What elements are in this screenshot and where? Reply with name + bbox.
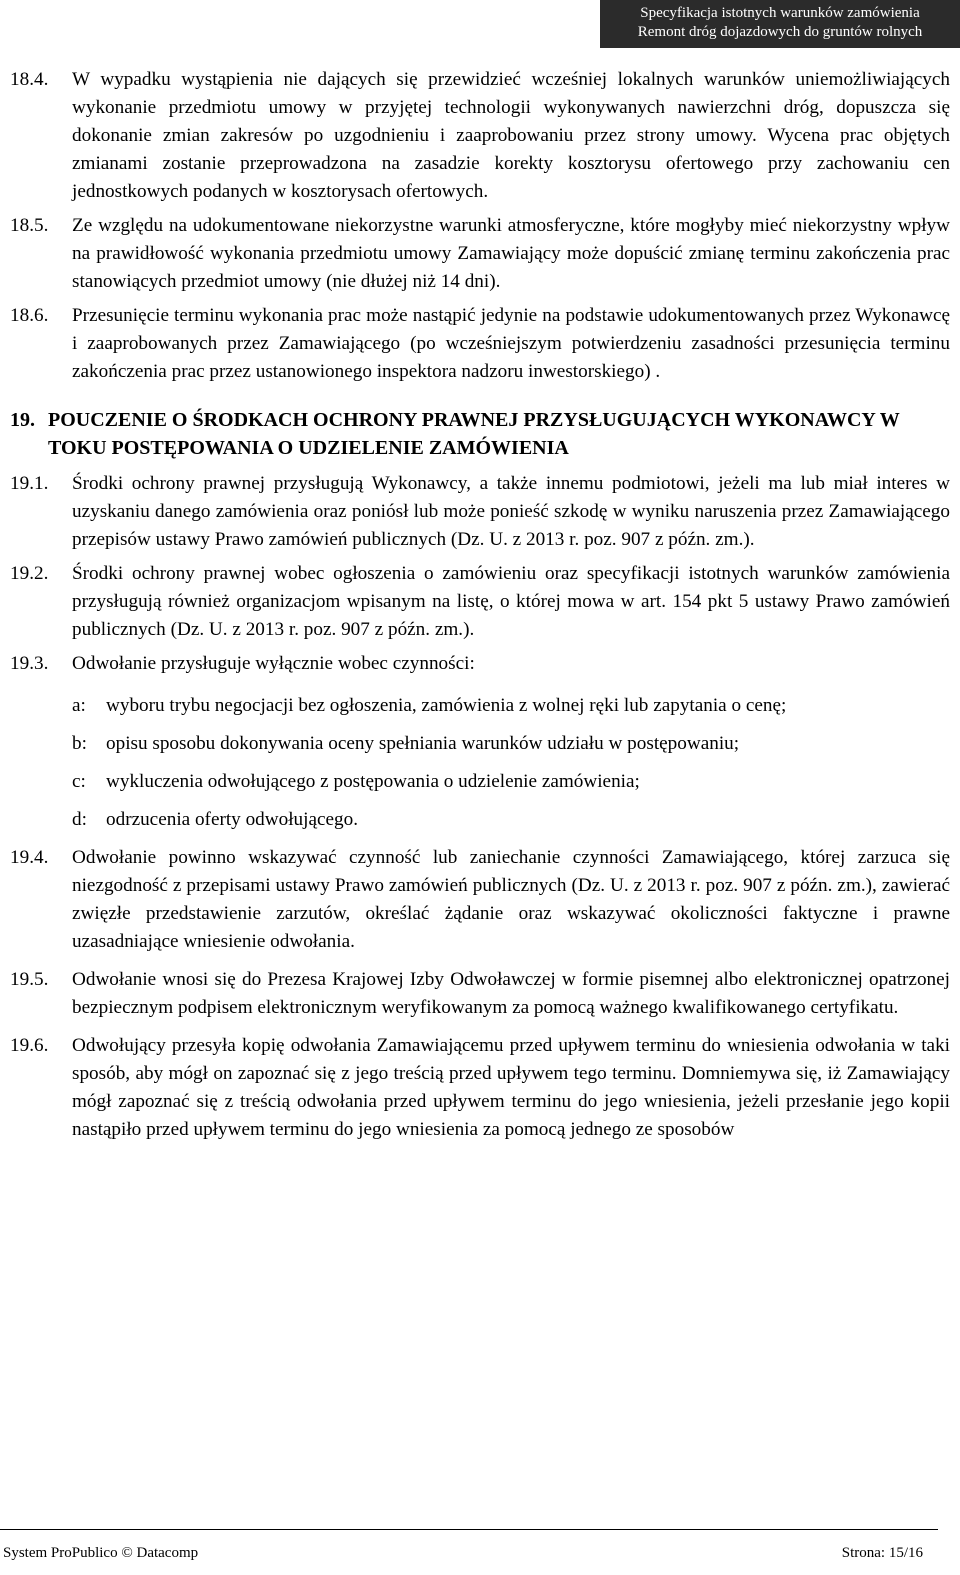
header-line-1: Specyfikacja istotnych warunków zamówienia bbox=[640, 5, 920, 21]
paragraph-text: Odwołujący przesyła kopię odwołania Zamawiającemu przed upływem terminu do wniesienia odwołania w taki sposób, aby mógł on zapoznać się z jego treścią przed upływem tego terminu. Domniemywa się, iż Zamawiający mógł zapoznać się z treścią odwołania przed upływem terminu do jego wniesienia, jeżeli przesłanie jego kopii nastąpiło przed upływem terminu do jego wniesienia za pomocą jednego ze sposobów bbox=[72, 1035, 950, 1140]
list-item-text: odrzucenia oferty odwołującego. bbox=[106, 809, 358, 830]
paragraph-number: 18.4. bbox=[10, 69, 49, 90]
list-item-letter: b: bbox=[72, 733, 87, 754]
list-item-a bbox=[72, 692, 950, 720]
list-item-b bbox=[72, 730, 950, 758]
list-item-letter: a: bbox=[72, 695, 86, 716]
paragraph-18-4 bbox=[10, 66, 950, 206]
header-line-2: Remont dróg dojazdowych do gruntów rolnych bbox=[637, 24, 923, 40]
paragraph-number: 19.6. bbox=[10, 1035, 49, 1056]
paragraph-number: 19.2. bbox=[10, 563, 49, 584]
section-title: POUCZENIE O ŚRODKACH OCHRONY PRAWNEJ PRZYSŁUGUJĄCYCH WYKONAWCY W TOKU POSTĘPOWANIA O UDZIELENIE ZAMÓWIENIA bbox=[48, 409, 900, 459]
document-footer bbox=[3, 1545, 923, 1562]
paragraph-text: Odwołanie przysługuje wyłącznie wobec czynności: bbox=[72, 653, 475, 674]
section-19-heading bbox=[10, 406, 950, 462]
paragraph-number: 18.6. bbox=[10, 305, 49, 326]
paragraph-text: W wypadku wystąpienia nie dających się przewidzieć wcześniej lokalnych warunków uniemożliwiających wykonanie przedmiotu umowy w przyjętej technologii wykonywanych nawierzchni dróg, dopuszcza się dokonanie zmian zakresów po uzgodnieniu i zaaprobowaniu przez strony umowy. Wycena prac objętych zmianami zostanie przeprowadzona na zasadzie korekty kosztorysu ofertowego przy zachowaniu cen jednostkowych podanych w kosztorysach ofertowych. bbox=[72, 69, 950, 202]
list-item-text: opisu sposobu dokonywania oceny spełniania warunków udziału w postępowaniu; bbox=[106, 733, 740, 754]
paragraph-19-4 bbox=[10, 844, 950, 956]
list-item-c bbox=[72, 768, 950, 796]
list-item-text: wyboru trybu negocjacji bez ogłoszenia, zamówienia z wolnej ręki lub zapytania o cenę; bbox=[106, 695, 787, 716]
paragraph-text: Środki ochrony prawnej przysługują Wykonawcy, a także innemu podmiotowi, jeżeli ma lub miał interes w uzyskaniu danego zamówienia oraz poniósł lub może ponieść szkodę w wyniku naruszenia przez Zamawiającego przepisów ustawy Prawo zamówień publicznych (Dz. U. z 2013 r. poz. 907 z późn. zm.). bbox=[72, 473, 950, 550]
list-item-letter: d: bbox=[72, 809, 87, 830]
section-number: 19. bbox=[10, 409, 35, 431]
paragraph-number: 19.5. bbox=[10, 969, 49, 990]
list-item-d bbox=[72, 806, 950, 834]
paragraph-text: Ze względu na udokumentowane niekorzystne warunki atmosferyczne, które mogłyby mieć niekorzystny wpływ na prawidłowość wykonania przedmiotu umowy Zamawiający może dopuścić zmianę terminu zakończenia prac stanowiących przedmiot umowy (nie dłużej niż 14 dni). bbox=[72, 215, 950, 292]
paragraph-text: Przesunięcie terminu wykonania prac może nastąpić jedynie na podstawie udokumentowanych przez Wykonawcę i zaaprobowanych przez Zamawiającego (po wcześniejszym potwierdzeniu zasadności przesunięcia terminu zakończenia prac przez ustanowionego inspektora nadzoru inwestorskiego) . bbox=[72, 305, 950, 382]
document-header bbox=[600, 0, 960, 48]
paragraph-text: Odwołanie powinno wskazywać czynność lub zaniechanie czynności Zamawiającego, której zarzuca się niezgodność z przepisami ustawy Prawo zamówień publicznych (Dz. U. z 2013 r. poz. 907 z późn. zm.), zawierać zwięzłe przedstawienie zarzutów, określać żądanie oraz wskazywać okoliczności faktyczne i prawne uzasadniające wniesienie odwołania. bbox=[72, 847, 950, 952]
footer-system-name: System ProPublico © Datacomp bbox=[3, 1545, 199, 1561]
paragraph-text: Odwołanie wnosi się do Prezesa Krajowej Izby Odwoławczej w formie pisemnej albo elektronicznej opatrzonej bezpiecznym podpisem elektronicznym weryfikowanym za pomocą ważnego kwalifikowanego certyfikatu. bbox=[72, 969, 950, 1018]
paragraph-19-3 bbox=[10, 650, 950, 678]
paragraph-19-2 bbox=[10, 560, 950, 644]
paragraph-number: 19.1. bbox=[10, 473, 49, 494]
paragraph-text: Środki ochrony prawnej wobec ogłoszenia o zamówieniu oraz specyfikacji istotnych warunków zamówienia przysługują również organizacjom wpisanym na listę, o której mowa w art. 154 pkt 5 ustawy Prawo zamówień publicznych (Dz. U. z 2013 r. poz. 907 z późn. zm.). bbox=[72, 563, 950, 640]
paragraph-19-6 bbox=[10, 1032, 950, 1144]
footer-page-number: Strona: 15/16 bbox=[841, 1545, 923, 1561]
list-item-text: wykluczenia odwołującego z postępowania o udzielenie zamówienia; bbox=[106, 771, 640, 792]
paragraph-19-5 bbox=[10, 966, 950, 1022]
paragraph-18-5 bbox=[10, 212, 950, 296]
list-item-letter: c: bbox=[72, 771, 86, 792]
paragraph-number: 18.5. bbox=[10, 215, 49, 236]
paragraph-18-6 bbox=[10, 302, 950, 386]
footer-divider bbox=[0, 1529, 938, 1530]
paragraph-number: 19.3. bbox=[10, 653, 49, 674]
document-body bbox=[10, 66, 950, 1150]
paragraph-19-1 bbox=[10, 470, 950, 554]
paragraph-number: 19.4. bbox=[10, 847, 49, 868]
